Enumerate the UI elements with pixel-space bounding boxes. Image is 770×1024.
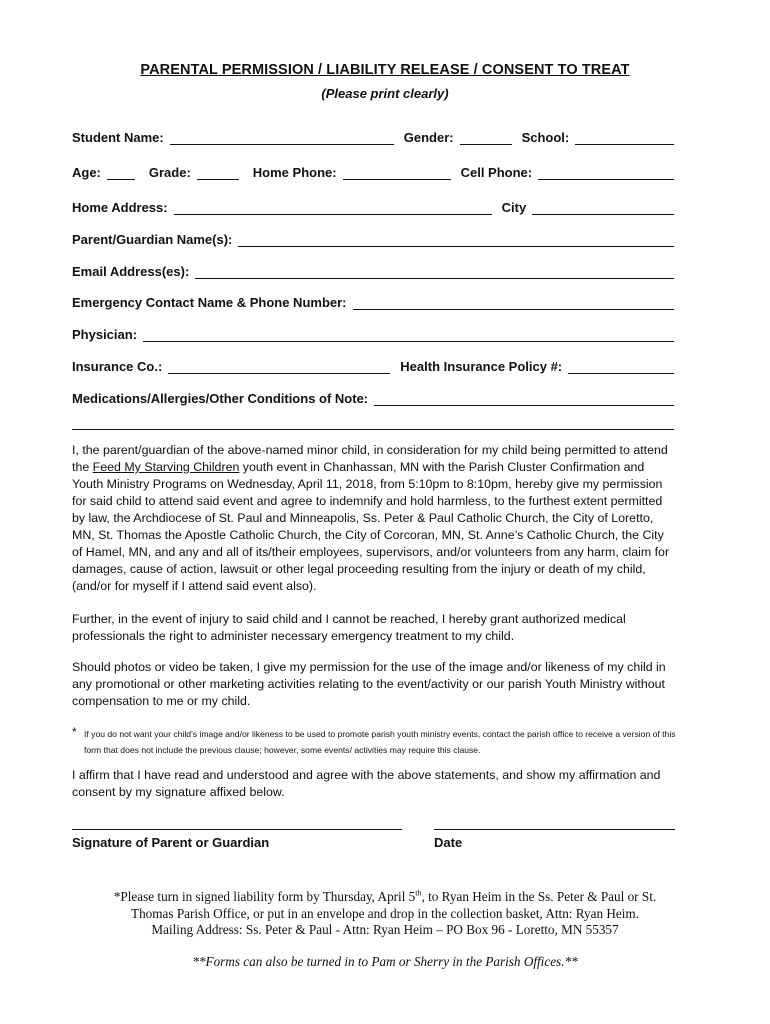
medications-continuation-line[interactable] xyxy=(72,429,674,430)
gender-field[interactable] xyxy=(460,130,512,145)
student-name-label: Student Name: xyxy=(72,130,164,145)
footnote-text: If you do not want your child’s image and/or likeness to be used to promote parish youth ministry events, contact the parish office to receive a version of this form that does not include the previous clause; however, some events/ activities may require this clause. xyxy=(84,729,676,755)
footnote-asterisk: * xyxy=(72,725,77,739)
physician-label: Physician: xyxy=(72,327,138,342)
home-phone-label: Home Phone: xyxy=(252,165,337,180)
emergency-label: Emergency Contact Name & Phone Number: xyxy=(72,295,347,310)
physician-field[interactable] xyxy=(143,327,674,342)
insurance-label: Insurance Co.: xyxy=(72,359,163,374)
grade-field[interactable] xyxy=(197,165,239,180)
insurance-field[interactable] xyxy=(168,359,390,374)
date-line[interactable] xyxy=(434,829,675,830)
medications-label: Medications/Allergies/Other Conditions of Note: xyxy=(72,391,369,406)
email-field[interactable] xyxy=(195,264,674,279)
photos-paragraph: Should photos or video be taken, I give my permission for the use of the image and/or likeness of my child in any promotional or other marketing activities relating to the event/activity or our parish Youth Ministry without compensation to me or my child. xyxy=(72,660,666,708)
emergency-field[interactable] xyxy=(353,295,674,310)
row-emergency xyxy=(72,292,674,310)
date-label: Date xyxy=(434,835,463,850)
home-address-field[interactable] xyxy=(174,200,492,215)
city-label: City xyxy=(501,200,527,215)
cell-phone-label: Cell Phone: xyxy=(460,165,533,180)
policy-field[interactable] xyxy=(568,359,674,374)
row-parent xyxy=(72,229,674,247)
age-label: Age: xyxy=(72,165,101,180)
release-paragraph xyxy=(72,442,676,595)
age-field[interactable] xyxy=(107,165,135,180)
grade-label: Grade: xyxy=(148,165,191,180)
footer-line-2: Thomas Parish Office, or put in an envelope and drop in the collection basket, Attn: Ryan Heim. xyxy=(131,906,639,921)
parent-signature-line[interactable] xyxy=(72,829,402,830)
gender-label: Gender: xyxy=(403,130,454,145)
parent-signature-label: Signature of Parent or Guardian xyxy=(72,835,270,850)
school-label: School: xyxy=(521,130,570,145)
form-subtitle: (Please print clearly) xyxy=(321,86,449,101)
school-field[interactable] xyxy=(575,130,674,145)
email-label: Email Address(es): xyxy=(72,264,190,279)
event-name-link: Feed My Starving Children xyxy=(92,460,240,474)
medications-field[interactable] xyxy=(374,391,674,406)
photo-footnote xyxy=(72,726,676,758)
home-phone-field[interactable] xyxy=(343,165,451,180)
medical-paragraph: Further, in the event of injury to said child and I cannot be reached, I hereby grant authorized medical professionals the right to administer necessary emergency treatment to my child. xyxy=(72,612,626,643)
parent-names-label: Parent/Guardian Name(s): xyxy=(72,232,233,247)
policy-label: Health Insurance Policy #: xyxy=(400,359,563,374)
footer-parish-office-note: **Forms can also be turned in to Pam or Sherry in the Parish Offices.** xyxy=(192,954,578,969)
release-text-start: I, the parent/guardian of the above-named minor child, in consideration for my child being permitted to attend the xyxy=(72,443,668,474)
cell-phone-field[interactable] xyxy=(538,165,674,180)
row-medications xyxy=(72,388,674,406)
row-address xyxy=(72,197,674,215)
affirm-paragraph: I affirm that I have read and understood and agree with the above statements, and show my affirmation and consent by my signature affixed below. xyxy=(72,768,661,799)
row-student xyxy=(72,127,674,145)
parent-names-field[interactable] xyxy=(238,232,674,247)
row-insurance xyxy=(72,356,674,374)
footer-ordinal: th xyxy=(415,888,422,898)
release-text-end: youth event in Chanhassan, MN with the Parish Cluster Confirmation and Youth Ministry Programs on Wednesday, April 11, 2018, from 5:10pm to 8:10pm, hereby give my permission for said child to attend said event and agree to indemnify and hold harmless, to the furthest extent permitted by law, the Archdiocese of St. Paul and Minneapolis, Ss. Peter & Paul Catholic Church, the City of Loretto, MN, St. Thomas the Apostle Catholic Church, the City of Corcoran, MN, St. Anne’s Catholic Church, the City of Hamel, MN, and any and all of its/their employees, supervisors, and/or volunteers from any harm, claim for damages, cause of action, lawsuit or other legal proceeding resulting from the injury or death of my child, (and/or for myself if I attend said event also). xyxy=(72,460,670,593)
home-address-label: Home Address: xyxy=(72,200,168,215)
student-name-field[interactable] xyxy=(170,130,394,145)
city-field[interactable] xyxy=(532,200,674,215)
footer-line-1-end: , to Ryan Heim in the Ss. Peter & Paul or St. xyxy=(421,889,657,904)
row-physician xyxy=(72,324,674,342)
footer-line-1 xyxy=(0,889,770,906)
form-title: PARENTAL PERMISSION / LIABILITY RELEASE / CONSENT TO TREAT xyxy=(140,62,630,78)
footer-line-1-start: *Please turn in signed liability form by Thursday, April 5 xyxy=(113,889,416,904)
row-email xyxy=(72,261,674,279)
footer-mailing-address: Mailing Address: Ss. Peter & Paul - Attn: Ryan Heim – PO Box 96 - Loretto, MN 55357 xyxy=(151,922,619,937)
row-age xyxy=(72,162,674,180)
